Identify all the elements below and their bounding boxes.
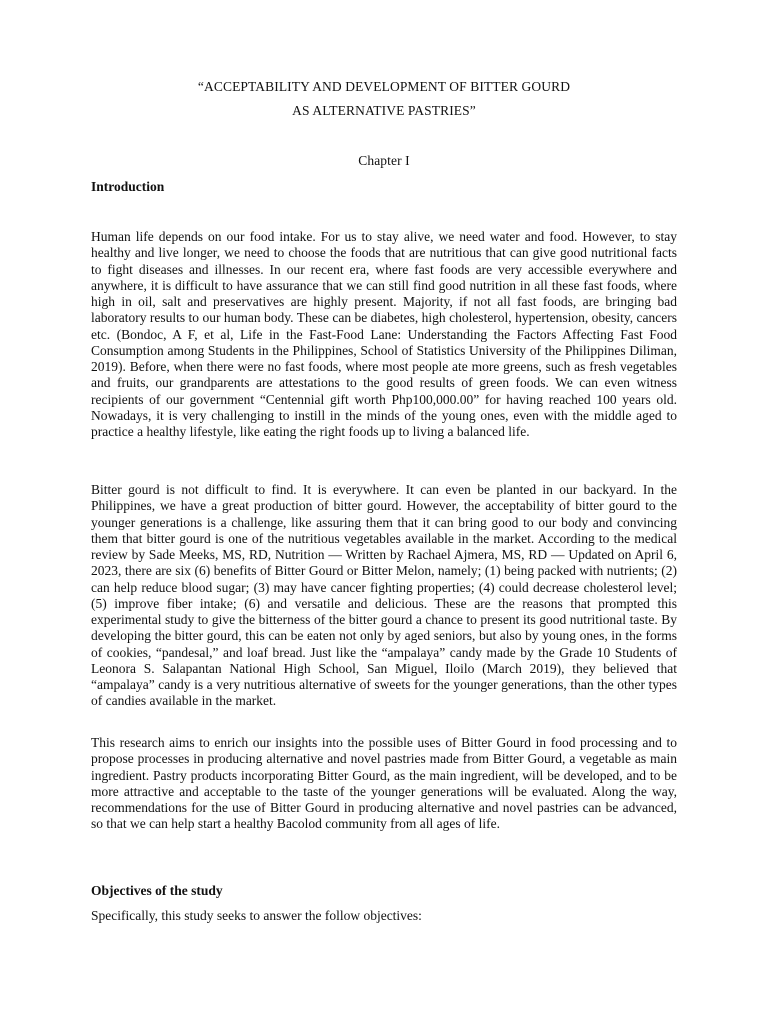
objectives-intro: Specifically, this study seeks to answer the follow objectives: [91, 908, 422, 923]
objectives-heading: Objectives of the study [91, 883, 223, 898]
paragraph-1: Human life depends on our food intake. For us to stay alive, we need water and food. However, to stay healthy and live longer, we need to choose the foods that are nutritious that can give good nutritional facts to fight diseases and illnesses. In our recent era, where fast foods are very accessible everywhere and anywhere, it is difficult to have assurance that we can still find good nutrition in all these fast foods, where high in oil, salt and preservatives are highly present. Majority, if not all fast foods, are bringing bad laboratory results to our human body. These can be diabetes, high cholesterol, hypertension, obesity, cancers etc. (Bondoc, A F, et al, Life in the Fast-Food Lane: Understanding the Factors Affecting Fast Food Consumption among Students in the Philippines, School of Statistics University of the Philippines Diliman, 2019). Before, when there were no fast foods, where most people ate more greens, such as fresh vegetables and fruits, our grandparents are attestations to the good results of green foods. We can even witness recipients of our government “Centennial gift worth Php100,000.00” for having reached 100 years old. Nowadays, it is very challenging to instill in the minds of the young ones, even with the middle aged to practice a healthy lifestyle, like eating the right foods up to living a balanced life. [91, 229, 677, 439]
paragraph-2: Bitter gourd is not difficult to find. It is everywhere. It can even be planted in our backyard. In the Philippines, we have a great production of bitter gourd. However, the acceptability of bitter gourd to the younger generations is a challenge, like assuring them that it can bring good to our body and convincing them that bitter gourd is one of the nutritious vegetables available in the market. According to the medical review by Sade Meeks, MS, RD, Nutrition — Written by Rachael Ajmera, MS, RD — Updated on April 6, 2023, there are six (6) benefits of Bitter Gourd or Bitter Melon, namely; (1) being packed with nutrients; (2) can help reduce blood sugar; (3) may have cancer fighting properties; (4) could decrease cholesterol level; (5) improve fiber intake; (6) and versatile and delicious. These are the reasons that prompted this experimental study to give the bitterness of the bitter gourd a chance to present its good nutritional taste. By developing the bitter gourd, this can be eaten not only by aged seniors, but also by young ones, in the forms of cookies, “pandesal,” and loaf bread. Just like the “ampalaya” candy made by the Grade 10 Students of Leonora S. Salapantan National High School, San Miguel, Iloilo (March 2019), they believed that “ampalaya” candy is a very nutritious alternative of sweets for the younger generations, than the other types of candies available in the market. [91, 482, 677, 709]
document-title-line-2: AS ALTERNATIVE PASTRIES” [292, 103, 476, 118]
chapter-label: Chapter I [358, 153, 410, 168]
document-title-line-1: “ACCEPTABILITY AND DEVELOPMENT OF BITTER GOURD [197, 79, 571, 94]
paragraph-3: This research aims to enrich our insights into the possible uses of Bitter Gourd in food processing and to propose processes in producing alternative and novel pastries made from Bitter Gourd, a vegetable as main ingredient. Pastry products incorporating Bitter Gourd, as the main ingredient, will be developed, and to be more attractive and acceptable to the taste of the younger generations will be evaluated. Along the way, recommendations for the use of Bitter Gourd in producing alternative and novel pastries can be advanced, so that we can help start a healthy Bacolod community from all ages of life. [91, 735, 677, 832]
introduction-heading: Introduction [91, 179, 165, 194]
